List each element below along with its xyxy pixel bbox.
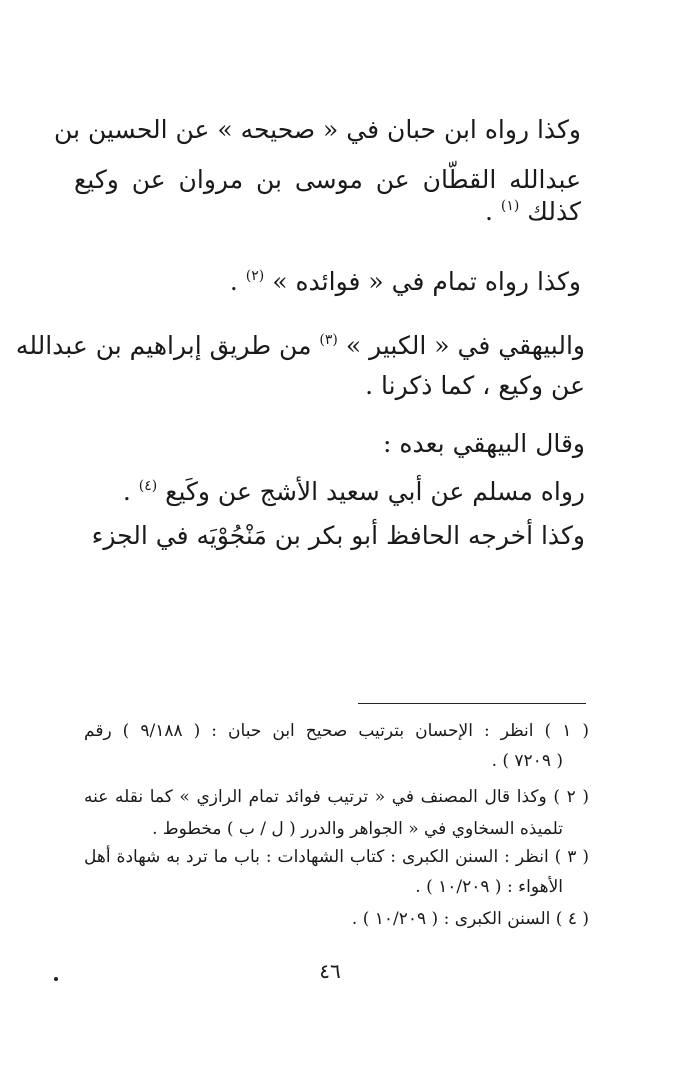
body-line-6-text: عن وكيع ، كما ذكرنا .	[365, 371, 585, 400]
body-line-8	[74, 472, 585, 512]
body-line-3-after: .	[484, 197, 493, 226]
footnote-4-line-1-text: ( ٤ ) السنن الكبرى : ( ١٠/٢٠٩ ) .	[351, 909, 589, 929]
footnote-1-line-2-text: ( ٧٢٠٩ ) .	[491, 751, 563, 771]
body-line-1	[54, 110, 581, 150]
footnote-4-line-1	[84, 904, 589, 934]
body-line-8-text: رواه مسلم عن أبي سعيد الأشج عن وكَيع	[165, 477, 585, 506]
body-line-4-text: وكذا رواه تمام في « فوائده »	[272, 267, 581, 296]
footnote-2-line-1	[84, 782, 589, 812]
footnote-ref-4[interactable]: (٤)	[138, 478, 158, 494]
body-line-3-text: كذلك	[527, 197, 581, 226]
body-line-2-text: عبدالله القطّان عن موسى بن مروان عن وكيع	[74, 165, 581, 194]
body-line-6	[74, 366, 585, 406]
footnote-2-line-2	[84, 814, 563, 844]
footnote-1-line-1-text: ( ١ ) انظر : الإحسان بترتيب صحيح ابن حبان : ( ٩/١٨٨ ) رقم	[84, 721, 589, 741]
footnote-ref-1[interactable]: (١)	[500, 198, 520, 214]
corner-dot-mark	[54, 977, 58, 981]
body-line-9	[70, 516, 585, 556]
body-line-5-text: والبيهقي في « الكبير »	[345, 331, 585, 360]
footnote-3-line-2	[84, 872, 563, 902]
footnote-ref-3[interactable]: (٣)	[319, 332, 338, 348]
body-line-5-after: من طريق إبراهيم بن عبدالله	[15, 331, 312, 360]
body-line-9-text: وكذا أخرجه الحافظ أبو بكر بن مَنْجُوْيَه في الجزء	[91, 521, 585, 550]
footnote-2-line-2-text: تلميذه السخاوي في « الجواهر والدرر ( ل / ب ) مخطوط .	[152, 819, 563, 839]
body-line-1-text: وكذا رواه ابن حبان في « صحيحه » عن الحسين بن	[54, 115, 581, 144]
footnote-1-line-1	[84, 716, 589, 746]
footnote-3-line-1	[84, 842, 589, 872]
footnote-2-line-1-text: ( ٢ ) وكذا قال المصنف في « ترتيب فوائد تمام الرازي » كما نقله عنه	[84, 787, 589, 807]
footnote-3-line-2-text: الأهواء : ( ١٠/٢٠٩ ) .	[415, 877, 563, 897]
footnote-1-line-2	[84, 746, 563, 776]
body-line-4	[74, 262, 581, 302]
footnote-3-line-1-text: ( ٣ ) انظر : السنن الكبرى : كتاب الشهادات : باب ما ترد به شهادة أهل	[84, 847, 589, 867]
body-line-3	[74, 192, 581, 232]
footnote-ref-2[interactable]: (٢)	[245, 268, 265, 284]
body-line-7	[74, 424, 585, 464]
body-line-7-text: وقال البيهقي بعده :	[383, 429, 585, 458]
body-line-5	[15, 326, 585, 366]
body-line-8-after: .	[122, 477, 131, 506]
page-number: ٤٦	[319, 959, 341, 983]
footnote-separator	[358, 703, 586, 704]
body-line-4-after: .	[229, 267, 238, 296]
